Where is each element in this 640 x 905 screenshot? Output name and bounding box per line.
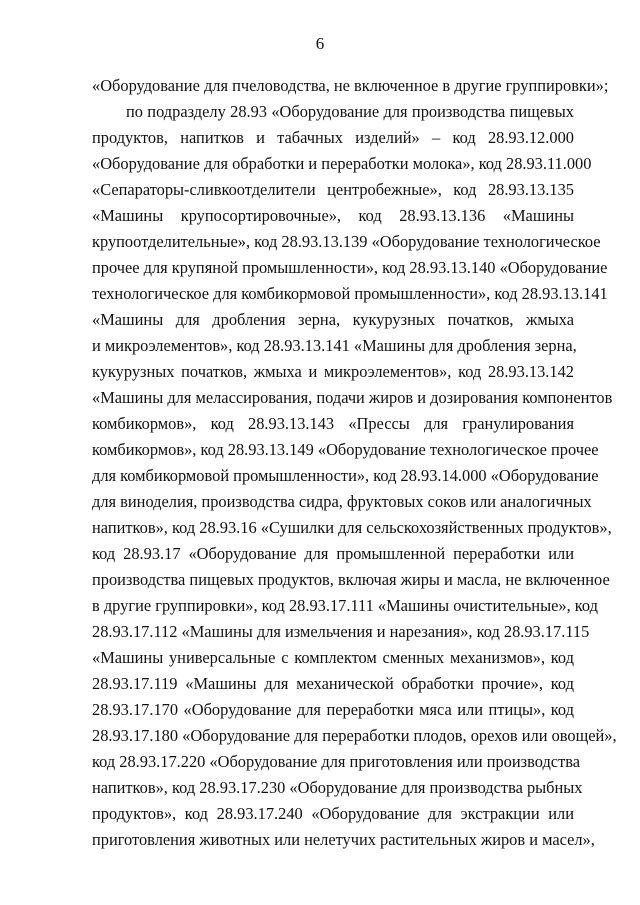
- text-line: комбикормов», код 28.93.13.143 «Прессы для гранулирования: [92, 414, 574, 433]
- text-line: для комбикормовой промышленности», код 28.93.14.000 «Оборудование: [92, 466, 599, 485]
- page-number: 6: [315, 34, 325, 53]
- text-line: «Машины крупосортировочные», код 28.93.13.136 «Машины: [92, 206, 574, 225]
- text-line: продуктов», код 28.93.17.240 «Оборудование для экстракции или: [92, 804, 574, 823]
- text-line: «Машины для дробления зерна, кукурузных початков, жмыха: [92, 310, 574, 329]
- text-line: прочее для крупяной промышленности», код 28.93.13.140 «Оборудование: [92, 258, 608, 277]
- text-line: в другие группировки», код 28.93.17.111 «Машины очистительные», код: [92, 596, 598, 615]
- text-line: приготовления животных или нелетучих растительных жиров и масел»,: [92, 830, 595, 849]
- text-line: технологическое для комбикормовой промышленности», код 28.93.13.141: [92, 284, 608, 303]
- text-line: «Оборудование для пчеловодства, не включенное в другие группировки»;: [92, 76, 609, 95]
- text-line: «Сепараторы-сливкоотделители центробежные», код 28.93.13.135: [92, 180, 574, 199]
- text-line: 28.93.17.112 «Машины для измельчения и нарезания», код 28.93.17.115: [92, 622, 590, 641]
- text-line: напитков», код 28.93.16 «Сушилки для сельскохозяйственных продуктов»,: [92, 518, 612, 537]
- text-line: и микроэлементов», код 28.93.13.141 «Машины для дробления зерна,: [92, 336, 577, 355]
- text-line: производства пищевых продуктов, включая жиры и масла, не включенное: [92, 570, 610, 589]
- text-line: 28.93.17.180 «Оборудование для переработки плодов, орехов или овощей»,: [92, 726, 617, 745]
- text-line: код 28.93.17 «Оборудование для промышленной переработки или: [92, 544, 574, 563]
- text-line: «Машины универсальные с комплектом сменных механизмов», код: [92, 648, 574, 667]
- text-line: код 28.93.17.220 «Оборудование для приготовления или производства: [92, 752, 581, 771]
- text-line: для виноделия, производства сидра, фруктовых соков или аналогичных: [92, 492, 592, 511]
- text-line: «Машины для мелассирования, подачи жиров и дозирования компонентов: [92, 388, 613, 407]
- text-line: комбикормов», код 28.93.13.149 «Оборудование технологическое прочее: [92, 440, 599, 459]
- text-line: по подразделу 28.93 «Оборудование для производства пищевых: [126, 102, 574, 121]
- text-line: продуктов, напитков и табачных изделий» – код 28.93.12.000: [92, 128, 574, 147]
- text-line: «Оборудование для обработки и переработки молока», код 28.93.11.000: [92, 154, 592, 173]
- text-line: напитков», код 28.93.17.230 «Оборудование для производства рыбных: [92, 778, 583, 797]
- text-line: 28.93.17.170 «Оборудование для переработки мяса или птицы», код: [92, 700, 574, 719]
- text-line: крупоотделительные», код 28.93.13.139 «Оборудование технологическое: [92, 232, 601, 251]
- text-line: 28.93.17.119 «Машины для механической обработки прочие», код: [92, 674, 574, 693]
- text-line: кукурузных початков, жмыха и микроэлементов», код 28.93.13.142: [92, 362, 574, 381]
